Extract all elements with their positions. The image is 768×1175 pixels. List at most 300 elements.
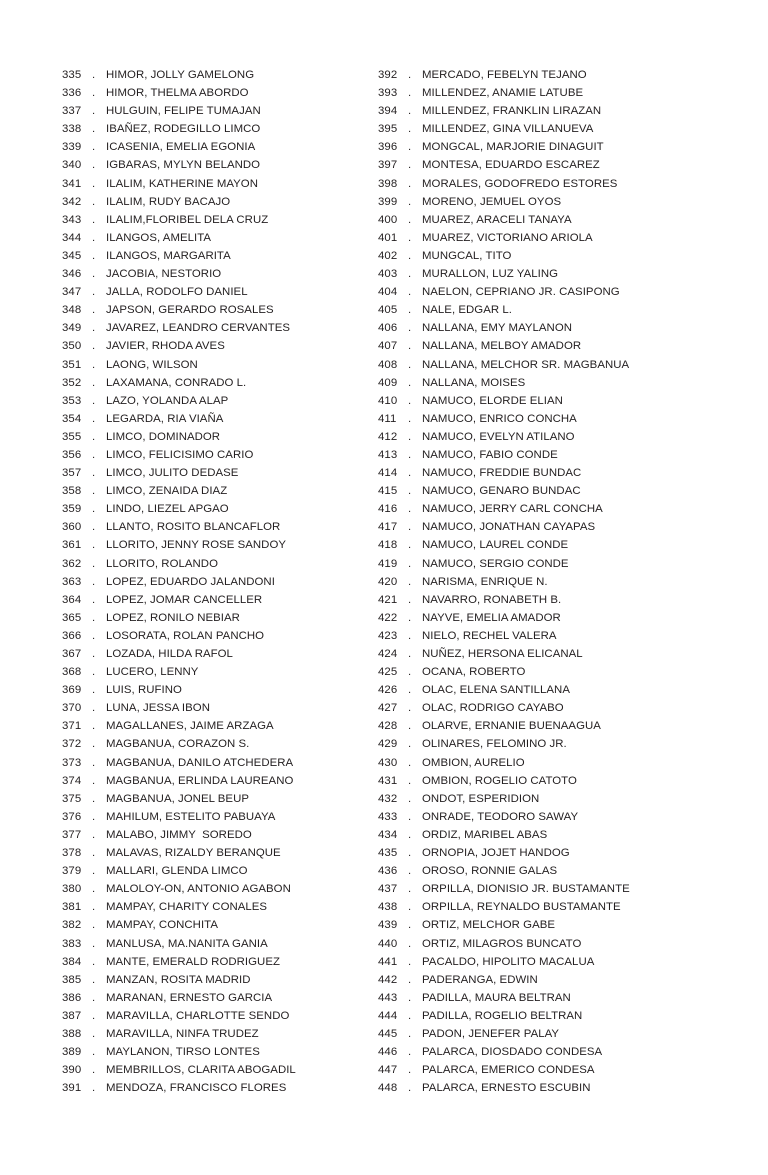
roster-entry	[62, 392, 372, 410]
entry-name: NAYVE, EMELIA AMADOR	[422, 611, 561, 624]
entry-number: 350	[62, 340, 82, 353]
entry-number: 399	[378, 195, 398, 208]
entry-separator: .	[92, 575, 96, 588]
roster-entry	[378, 808, 718, 826]
entry-name: PADILLA, MAURA BELTRAN	[422, 991, 571, 1004]
entry-name: MALAVAS, RIZALDY BERANQUE	[106, 847, 281, 860]
roster-entry	[62, 1079, 372, 1097]
entry-number: 338	[62, 123, 82, 136]
roster-entry	[62, 265, 372, 283]
entry-separator: .	[92, 448, 96, 461]
entry-number: 441	[378, 955, 398, 968]
roster-entry	[62, 500, 372, 518]
roster-entry	[62, 374, 372, 392]
entry-number: 352	[62, 376, 82, 389]
entry-name: OMBION, AURELIO	[422, 756, 525, 769]
roster-entry	[378, 211, 718, 229]
entry-name: ORPILLA, REYNALDO BUSTAMANTE	[422, 901, 621, 914]
entry-name: MALLARI, GLENDA LIMCO	[106, 865, 248, 878]
entry-name: OLARVE, ERNANIE BUENAAGUA	[422, 720, 601, 733]
roster-entry	[378, 1061, 718, 1079]
entry-separator: .	[408, 521, 412, 534]
entry-number: 370	[62, 702, 82, 715]
entry-separator: .	[408, 286, 412, 299]
roster-entry	[378, 681, 718, 699]
entry-separator: .	[408, 648, 412, 660]
entry-separator: .	[408, 756, 412, 769]
entry-number: 362	[62, 557, 82, 570]
roster-entry	[62, 971, 372, 989]
entry-number: 418	[378, 539, 398, 552]
entry-number: 435	[378, 847, 398, 860]
entry-number: 340	[62, 159, 82, 172]
entry-separator: .	[92, 1009, 96, 1022]
entry-separator: .	[408, 249, 412, 262]
entry-name: MARAVILLA, NINFA TRUDEZ	[106, 1027, 259, 1040]
entry-name: NAMUCO, FABIO CONDE	[422, 448, 558, 461]
roster-entry	[62, 790, 372, 808]
entry-number: 355	[62, 430, 82, 443]
entry-separator: .	[408, 213, 412, 226]
entry-separator: .	[92, 539, 96, 552]
entry-separator: .	[408, 810, 412, 823]
entry-separator: .	[408, 412, 412, 425]
roster-entry	[62, 120, 372, 138]
entry-number: 406	[378, 322, 398, 335]
entry-separator: .	[408, 973, 412, 986]
entry-number: 367	[62, 648, 82, 660]
entry-number: 361	[62, 539, 82, 552]
entry-name: MONTESA, EDUARDO ESCAREZ	[422, 159, 600, 172]
entry-name: MAMPAY, CHARITY CONALES	[106, 901, 268, 914]
entry-separator: .	[92, 322, 96, 335]
entry-number: 388	[62, 1027, 82, 1040]
entry-name: JALLA, RODOLFO DANIEL	[106, 286, 248, 299]
roster-entry	[62, 156, 372, 174]
roster-entry	[62, 627, 372, 645]
entry-number: 341	[62, 177, 82, 190]
entry-number: 414	[378, 467, 398, 480]
entry-name: NALE, EDGAR L.	[422, 304, 512, 317]
roster-entry	[62, 337, 372, 355]
roster-entry	[378, 175, 718, 193]
entry-separator: .	[92, 412, 96, 425]
roster-entry	[378, 754, 718, 772]
entry-separator: .	[92, 1064, 96, 1077]
entry-name: MILLENDEZ, GINA VILLANUEVA	[422, 123, 594, 136]
entry-number: 421	[378, 593, 398, 606]
entry-number: 427	[378, 702, 398, 715]
entry-number: 371	[62, 720, 82, 733]
roster-entry	[62, 356, 372, 374]
roster-entry	[62, 898, 372, 916]
entry-separator: .	[408, 195, 412, 208]
entry-number: 442	[378, 973, 398, 986]
entry-number: 342	[62, 195, 82, 208]
entry-number: 363	[62, 575, 82, 588]
entry-number: 389	[62, 1046, 82, 1059]
entry-name: MILLENDEZ, ANAMIE LATUBE	[422, 87, 584, 100]
entry-number: 359	[62, 503, 82, 516]
entry-number: 358	[62, 485, 82, 498]
entry-name: LOPEZ, EDUARDO JALANDONI	[106, 575, 275, 588]
entry-name: PADON, JENEFER PALAY	[422, 1027, 560, 1040]
roster-entry	[378, 464, 718, 482]
roster-entry	[378, 356, 718, 374]
entry-name: MONGCAL, MARJORIE DINAGUIT	[422, 141, 604, 154]
entry-name: MAGBANUA, ERLINDA LAUREANO	[106, 774, 294, 787]
entry-name: ORNOPIA, JOJET HANDOG	[422, 847, 570, 860]
roster-entry	[378, 428, 718, 446]
roster-entry	[378, 591, 718, 609]
entry-separator: .	[92, 828, 96, 841]
entry-number: 354	[62, 412, 82, 425]
entry-number: 348	[62, 304, 82, 317]
roster-entry	[378, 573, 718, 591]
entry-separator: .	[408, 159, 412, 172]
entry-name: LLANTO, ROSITO BLANCAFLOR	[106, 521, 281, 534]
entry-number: 445	[378, 1027, 398, 1040]
entry-number: 378	[62, 847, 82, 860]
roster-entry	[62, 609, 372, 627]
entry-number: 412	[378, 430, 398, 443]
entry-number: 417	[378, 521, 398, 534]
entry-separator: .	[92, 268, 96, 281]
entry-number: 429	[378, 738, 398, 751]
roster-entry	[62, 193, 372, 211]
entry-separator: .	[92, 629, 96, 642]
roster-entry	[378, 283, 718, 301]
entry-separator: .	[92, 503, 96, 516]
entry-number: 376	[62, 810, 82, 823]
roster-entry	[62, 1025, 372, 1043]
entry-name: ILANGOS, MARGARITA	[106, 249, 231, 262]
entry-name: ONDOT, ESPERIDION	[422, 792, 540, 805]
entry-number: 368	[62, 666, 82, 679]
entry-separator: .	[92, 159, 96, 172]
entry-separator: .	[92, 286, 96, 299]
roster-entry	[62, 428, 372, 446]
roster-entry	[62, 482, 372, 500]
entry-name: JAPSON, GERARDO ROSALES	[106, 304, 274, 317]
entry-name: PADILLA, ROGELIO BELTRAN	[422, 1009, 583, 1022]
entry-separator: .	[92, 213, 96, 226]
entry-number: 405	[378, 304, 398, 317]
entry-separator: .	[408, 322, 412, 335]
entry-name: ICASENIA, EMELIA EGONIA	[106, 141, 256, 154]
entry-separator: .	[408, 1027, 412, 1040]
entry-name: NUÑEZ, HERSONA ELICANAL	[422, 648, 583, 660]
entry-separator: .	[408, 268, 412, 281]
entry-name: MANLUSA, MA.NANITA GANIA	[106, 937, 268, 950]
entry-number: 349	[62, 322, 82, 335]
roster-entry	[62, 808, 372, 826]
entry-separator: .	[92, 611, 96, 624]
roster-entry	[62, 591, 372, 609]
roster-entry	[378, 518, 718, 536]
entry-number: 392	[378, 69, 398, 81]
entry-separator: .	[408, 1009, 412, 1022]
entry-separator: .	[92, 666, 96, 679]
entry-number: 431	[378, 774, 398, 787]
entry-number: 347	[62, 286, 82, 299]
entry-separator: .	[408, 611, 412, 624]
roster-entry	[378, 84, 718, 102]
entry-name: LAZO, YOLANDA ALAP	[106, 394, 229, 407]
roster-entry	[62, 446, 372, 464]
entry-number: 424	[378, 648, 398, 660]
roster-entry	[378, 1043, 718, 1061]
entry-number: 398	[378, 177, 398, 190]
roster-entry	[378, 880, 718, 898]
roster-column-left	[62, 66, 372, 1097]
entry-number: 366	[62, 629, 82, 642]
entry-separator: .	[408, 304, 412, 317]
entry-separator: .	[92, 376, 96, 389]
entry-name: LINDO, LIEZEL APGAO	[106, 503, 229, 516]
entry-name: IBAÑEZ, RODEGILLO LIMCO	[106, 123, 261, 136]
entry-separator: .	[92, 1046, 96, 1059]
entry-separator: .	[92, 1082, 96, 1095]
roster-entry	[62, 844, 372, 862]
entry-name: NAVARRO, RONABETH B.	[422, 593, 562, 606]
roster-entry	[378, 301, 718, 319]
entry-name: MUNGCAL, TITO	[422, 249, 512, 262]
entry-separator: .	[408, 937, 412, 950]
entry-number: 380	[62, 883, 82, 896]
entry-separator: .	[92, 521, 96, 534]
entry-number: 337	[62, 105, 82, 118]
entry-separator: .	[408, 430, 412, 443]
entry-number: 438	[378, 901, 398, 914]
entry-name: LOSORATA, ROLAN PANCHO	[106, 629, 265, 642]
entry-name: NAMUCO, FREDDIE BUNDAC	[422, 467, 582, 480]
entry-name: LUIS, RUFINO	[106, 684, 182, 697]
roster-entry	[378, 862, 718, 880]
roster-entry	[378, 337, 718, 355]
entry-separator: .	[408, 1064, 412, 1077]
roster-entry	[378, 555, 718, 573]
entry-separator: .	[408, 1046, 412, 1059]
entry-name: MAGALLANES, JAIME ARZAGA	[106, 720, 274, 733]
entry-number: 344	[62, 231, 82, 244]
entry-name: MALOLOY-ON, ANTONIO AGABON	[106, 883, 291, 896]
roster-entry	[378, 193, 718, 211]
entry-separator: .	[92, 810, 96, 823]
entry-separator: .	[92, 394, 96, 407]
entry-number: 415	[378, 485, 398, 498]
entry-separator: .	[408, 792, 412, 805]
entry-separator: .	[408, 123, 412, 136]
entry-separator: .	[408, 702, 412, 715]
entry-number: 385	[62, 973, 82, 986]
entry-name: LUNA, JESSA IBON	[106, 702, 210, 715]
roster-entry	[62, 916, 372, 934]
entry-separator: .	[92, 901, 96, 914]
entry-number: 400	[378, 213, 398, 226]
entry-number: 396	[378, 141, 398, 154]
entry-name: MILLENDEZ, FRANKLIN LIRAZAN	[422, 105, 602, 118]
roster-column-right	[378, 66, 718, 1097]
roster-entry	[378, 500, 718, 518]
entry-separator: .	[408, 503, 412, 516]
entry-separator: .	[92, 1027, 96, 1040]
roster-entry	[62, 681, 372, 699]
entry-number: 411	[378, 412, 397, 425]
roster-entry	[378, 790, 718, 808]
entry-separator: .	[408, 738, 412, 751]
roster-entry	[62, 663, 372, 681]
entry-name: ILALIM, KATHERINE MAYON	[106, 177, 258, 190]
roster-entry	[378, 319, 718, 337]
entry-number: 433	[378, 810, 398, 823]
entry-name: MAMPAY, CONCHITA	[106, 919, 218, 932]
entry-name: MENDOZA, FRANCISCO FLORES	[106, 1082, 287, 1095]
entry-number: 403	[378, 268, 398, 281]
entry-separator: .	[92, 249, 96, 262]
entry-name: ORPILLA, DIONISIO JR. BUSTAMANTE	[422, 883, 630, 896]
roster-entry	[378, 138, 718, 156]
entry-number: 426	[378, 684, 398, 697]
entry-separator: .	[408, 629, 412, 642]
entry-separator: .	[92, 304, 96, 317]
entry-name: OLAC, RODRIGO CAYABO	[422, 702, 564, 715]
entry-number: 443	[378, 991, 398, 1004]
roster-entry	[378, 1079, 718, 1097]
entry-name: OLINARES, FELOMINO JR.	[422, 738, 567, 751]
entry-number: 393	[378, 87, 398, 100]
entry-name: OROSO, RONNIE GALAS	[422, 865, 558, 878]
entry-separator: .	[92, 485, 96, 498]
roster-entry	[378, 898, 718, 916]
entry-name: MANTE, EMERALD RODRIGUEZ	[106, 955, 280, 968]
roster-entry	[62, 518, 372, 536]
entry-name: MORALES, GODOFREDO ESTORES	[422, 177, 618, 190]
entry-number: 346	[62, 268, 82, 281]
entry-name: JAVIER, RHODA AVES	[106, 340, 225, 353]
roster-entry	[62, 555, 372, 573]
roster-entry	[378, 645, 718, 663]
entry-name: NAMUCO, ELORDE ELIAN	[422, 394, 563, 407]
entry-number: 428	[378, 720, 398, 733]
entry-name: MALABO, JIMMY SOREDO	[106, 828, 252, 841]
entry-number: 365	[62, 611, 82, 624]
entry-separator: .	[92, 738, 96, 751]
roster-entry	[378, 536, 718, 554]
entry-number: 404	[378, 286, 398, 299]
entry-name: MUAREZ, VICTORIANO ARIOLA	[422, 231, 593, 244]
entry-separator: .	[408, 774, 412, 787]
entry-separator: .	[92, 141, 96, 154]
roster-entry	[378, 844, 718, 862]
entry-number: 447	[378, 1064, 398, 1077]
entry-name: PACALDO, HIPOLITO MACALUA	[422, 955, 595, 968]
entry-separator: .	[92, 430, 96, 443]
entry-separator: .	[92, 340, 96, 353]
entry-separator: .	[92, 87, 96, 100]
entry-name: MAGBANUA, CORAZON S.	[106, 738, 250, 751]
entry-separator: .	[408, 376, 412, 389]
entry-number: 372	[62, 738, 82, 751]
roster-entry	[62, 1061, 372, 1079]
entry-separator: .	[92, 937, 96, 950]
entry-separator: .	[408, 231, 412, 244]
entry-separator: .	[408, 955, 412, 968]
entry-separator: .	[92, 195, 96, 208]
entry-name: NAMUCO, EVELYN ATILANO	[422, 430, 575, 443]
entry-number: 373	[62, 756, 82, 769]
entry-name: LIMCO, JULITO DEDASE	[106, 467, 239, 480]
entry-name: PALARCA, ERNESTO ESCUBIN	[422, 1082, 591, 1095]
entry-number: 375	[62, 792, 82, 805]
roster-entry	[62, 1043, 372, 1061]
entry-name: MARAVILLA, CHARLOTTE SENDO	[106, 1009, 290, 1022]
roster-entry	[62, 953, 372, 971]
entry-name: NIELO, RECHEL VALERA	[422, 629, 557, 642]
entry-number: 401	[378, 231, 398, 244]
entry-name: NAMUCO, SERGIO CONDE	[422, 557, 569, 570]
entry-separator: .	[408, 539, 412, 552]
roster-entry	[62, 989, 372, 1007]
entry-number: 439	[378, 919, 398, 932]
roster-entry	[62, 66, 372, 84]
entry-separator: .	[408, 69, 412, 81]
roster-entry	[62, 573, 372, 591]
entry-name: MURALLON, LUZ YALING	[422, 268, 559, 281]
entry-separator: .	[92, 919, 96, 932]
entry-name: LIMCO, ZENAIDA DIAZ	[106, 485, 228, 498]
entry-name: HULGUIN, FELIPE TUMAJAN	[106, 105, 261, 118]
entry-name: NALLANA, MELCHOR SR. MAGBANUA	[422, 358, 630, 371]
roster-entry	[378, 446, 718, 464]
entry-number: 390	[62, 1064, 82, 1077]
entry-number: 420	[378, 575, 398, 588]
entry-separator: .	[92, 648, 96, 660]
entry-separator: .	[92, 467, 96, 480]
entry-name: MAHILUM, ESTELITO PABUAYA	[106, 810, 276, 823]
entry-separator: .	[408, 448, 412, 461]
entry-number: 335	[62, 69, 82, 81]
roster-entry	[62, 880, 372, 898]
entry-separator: .	[92, 69, 96, 81]
roster-entry	[378, 410, 718, 428]
roster-entry	[62, 247, 372, 265]
entry-separator: .	[408, 1082, 412, 1095]
entry-separator: .	[92, 177, 96, 190]
entry-name: MAYLANON, TIRSO LONTES	[106, 1046, 260, 1059]
roster-entry	[62, 536, 372, 554]
entry-number: 437	[378, 883, 398, 896]
entry-number: 440	[378, 937, 398, 950]
entry-number: 339	[62, 141, 82, 154]
entry-name: LEGARDA, RIA VIAÑA	[106, 412, 224, 425]
entry-name: MAGBANUA, JONEL BEUP	[106, 792, 249, 805]
entry-separator: .	[408, 105, 412, 118]
roster-entry	[62, 699, 372, 717]
entry-name: ILALIM,FLORIBEL DELA CRUZ	[106, 213, 269, 226]
roster-entry	[378, 826, 718, 844]
entry-number: 357	[62, 467, 82, 480]
entry-name: OCANA, ROBERTO	[422, 666, 526, 679]
entry-name: ILALIM, RUDY BACAJO	[106, 195, 231, 208]
entry-name: JAVAREZ, LEANDRO CERVANTES	[106, 322, 291, 335]
entry-name: OLAC, ELENA SANTILLANA	[422, 684, 570, 697]
entry-number: 413	[378, 448, 398, 461]
roster-entry	[378, 953, 718, 971]
entry-separator: .	[408, 485, 412, 498]
entry-separator: .	[408, 394, 412, 407]
entry-name: NAMUCO, ENRICO CONCHA	[422, 412, 577, 425]
